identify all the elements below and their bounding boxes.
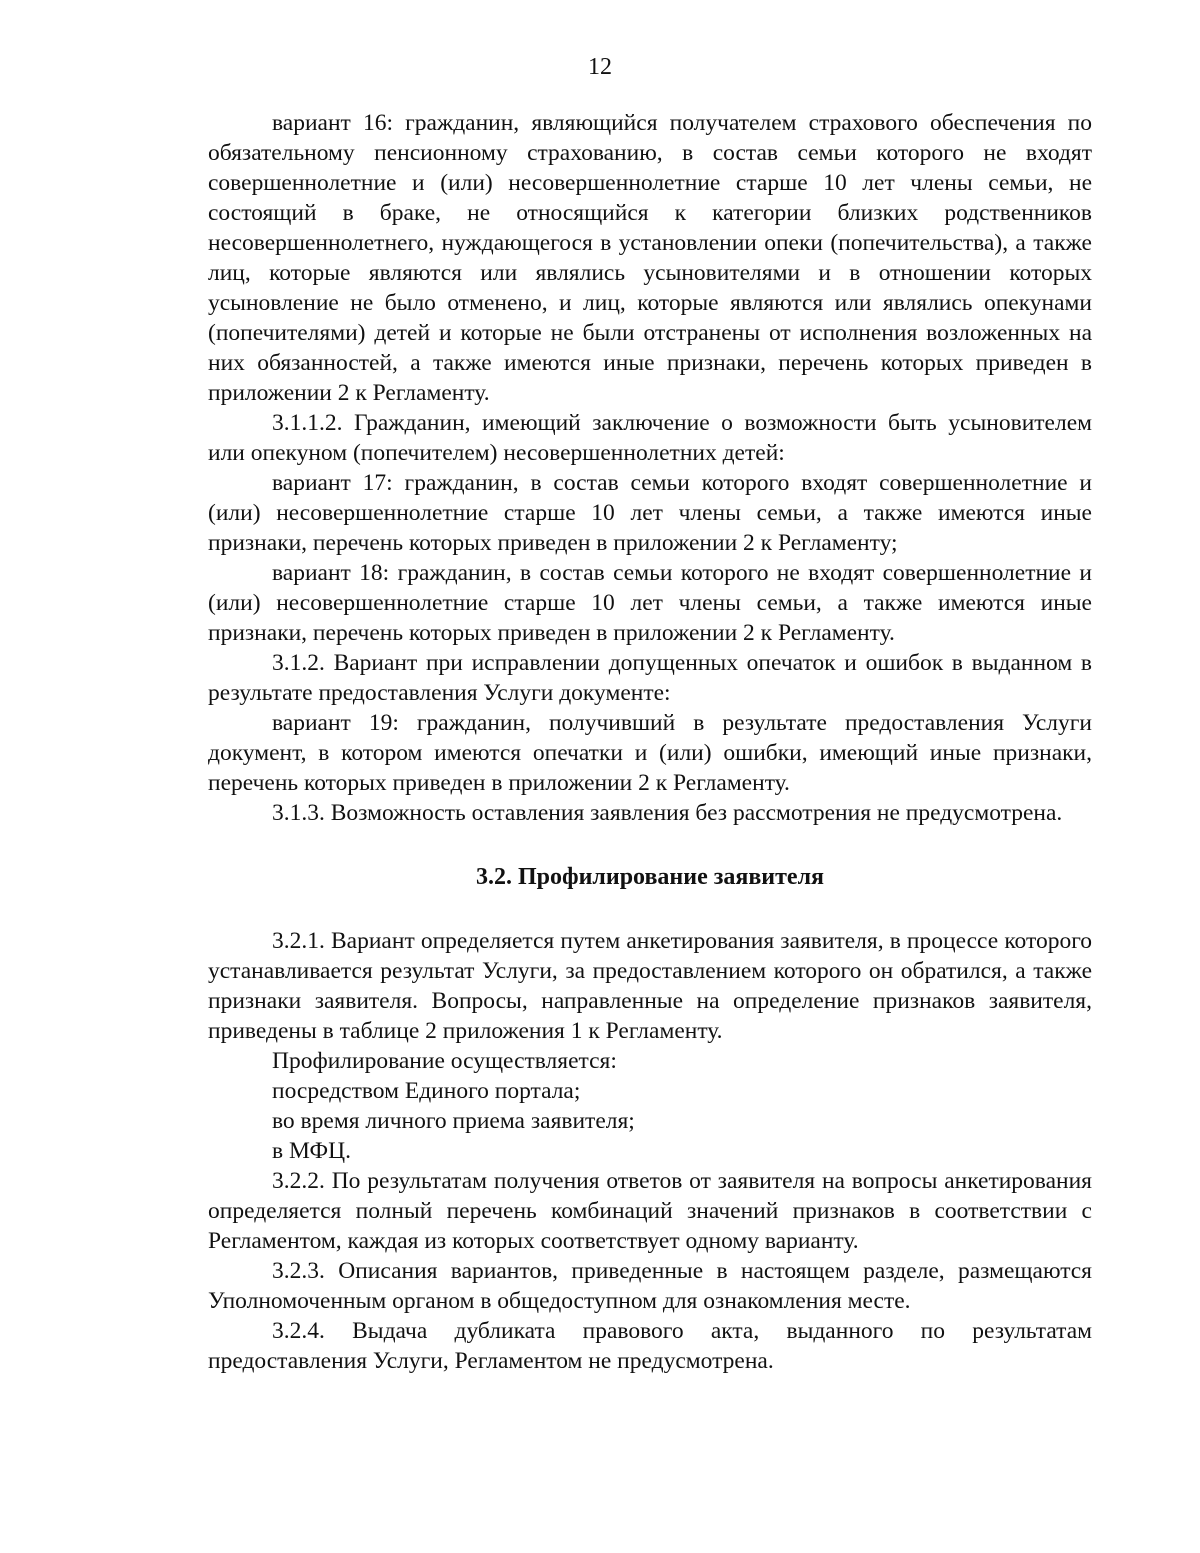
list-item-mfc: в МФЦ. (272, 1138, 351, 1164)
paragraph-variant-19: вариант 19: гражданин, получивший в результате предоставления Услуги документ, в котором имеются опечатки и (или) ошибки, имеющий иные признаки, перечень которых приведен в приложении 2 к Регламенту. (208, 710, 1092, 796)
paragraph-3-2-1: 3.2.1. Вариант определяется путем анкетирования заявителя, в процессе которого устанавливается результат Услуги, за предоставлением которого он обратился, а также признаки заявителя. Вопросы, направленные на определение признаков заявителя, приведены в таблице 2 приложения 1 к Регламенту. (208, 928, 1092, 1044)
paragraph-3-1-2: 3.1.2. Вариант при исправлении допущенных опечаток и ошибок в выданном в результате предоставления Услуги документе: (208, 650, 1092, 706)
paragraph-profiling-intro: Профилирование осуществляется: (272, 1048, 617, 1074)
paragraph-3-2-4: 3.2.4. Выдача дубликата правового акта, выданного по результатам предоставления Услуги, Регламентом не предусмотрена. (208, 1318, 1092, 1374)
page-number: 12 (588, 54, 612, 80)
list-item-personal-reception: во время личного приема заявителя; (272, 1108, 635, 1134)
paragraph-variant-16: вариант 16: гражданин, являющийся получателем страхового обеспечения по обязательному пенсионному страхованию, в состав семьи которого не входят совершеннолетние и (или) несовершеннолетние старше 10 лет члены семьи, не состоящий в браке, не относящийся к категории близких родственников несовершеннолетнего, нуждающегося в установлении опеки (попечительства), а также лиц, которые являются или являлись усыновителями и в отношении которых усыновление не было отменено, и лиц, которые являются или являлись опекунами (попечителями) детей и которые не были отстранены от исполнения возложенных на них обязанностей, а также имеются иные признаки, перечень которых приведен в приложении 2 к Регламенту. (208, 110, 1092, 406)
section-heading: 3.2. Профилирование заявителя (475, 864, 825, 890)
paragraph-variant-18: вариант 18: гражданин, в состав семьи которого не входят совершеннолетние и (или) несовершеннолетние старше 10 лет члены семьи, а также имеются иные признаки, перечень которых приведен в приложении 2 к Регламенту. (208, 560, 1092, 646)
list-item-portal: посредством Единого портала; (272, 1078, 581, 1104)
document-body (208, 108, 1092, 1376)
paragraph-3-1-3: 3.1.3. Возможность оставления заявления без рассмотрения не предусмотрена. (272, 800, 1063, 826)
paragraph-3-2-3: 3.2.3. Описания вариантов, приведенные в настоящем разделе, размещаются Уполномоченным органом в общедоступном для ознакомления месте. (208, 1258, 1092, 1314)
paragraph-3-1-1-2: 3.1.1.2. Гражданин, имеющий заключение о возможности быть усыновителем или опекуном (попечителем) несовершеннолетних детей: (208, 410, 1092, 466)
paragraph-variant-17: вариант 17: гражданин, в состав семьи которого входят совершеннолетние и (или) несовершеннолетние старше 10 лет члены семьи, а также имеются иные признаки, перечень которых приведен в приложении 2 к Регламенту; (208, 470, 1092, 556)
paragraph-3-2-2: 3.2.2. По результатам получения ответов от заявителя на вопросы анкетирования определяется полный перечень комбинаций значений признаков в соответствии с Регламентом, каждая из которых соответствует одному варианту. (208, 1168, 1092, 1254)
